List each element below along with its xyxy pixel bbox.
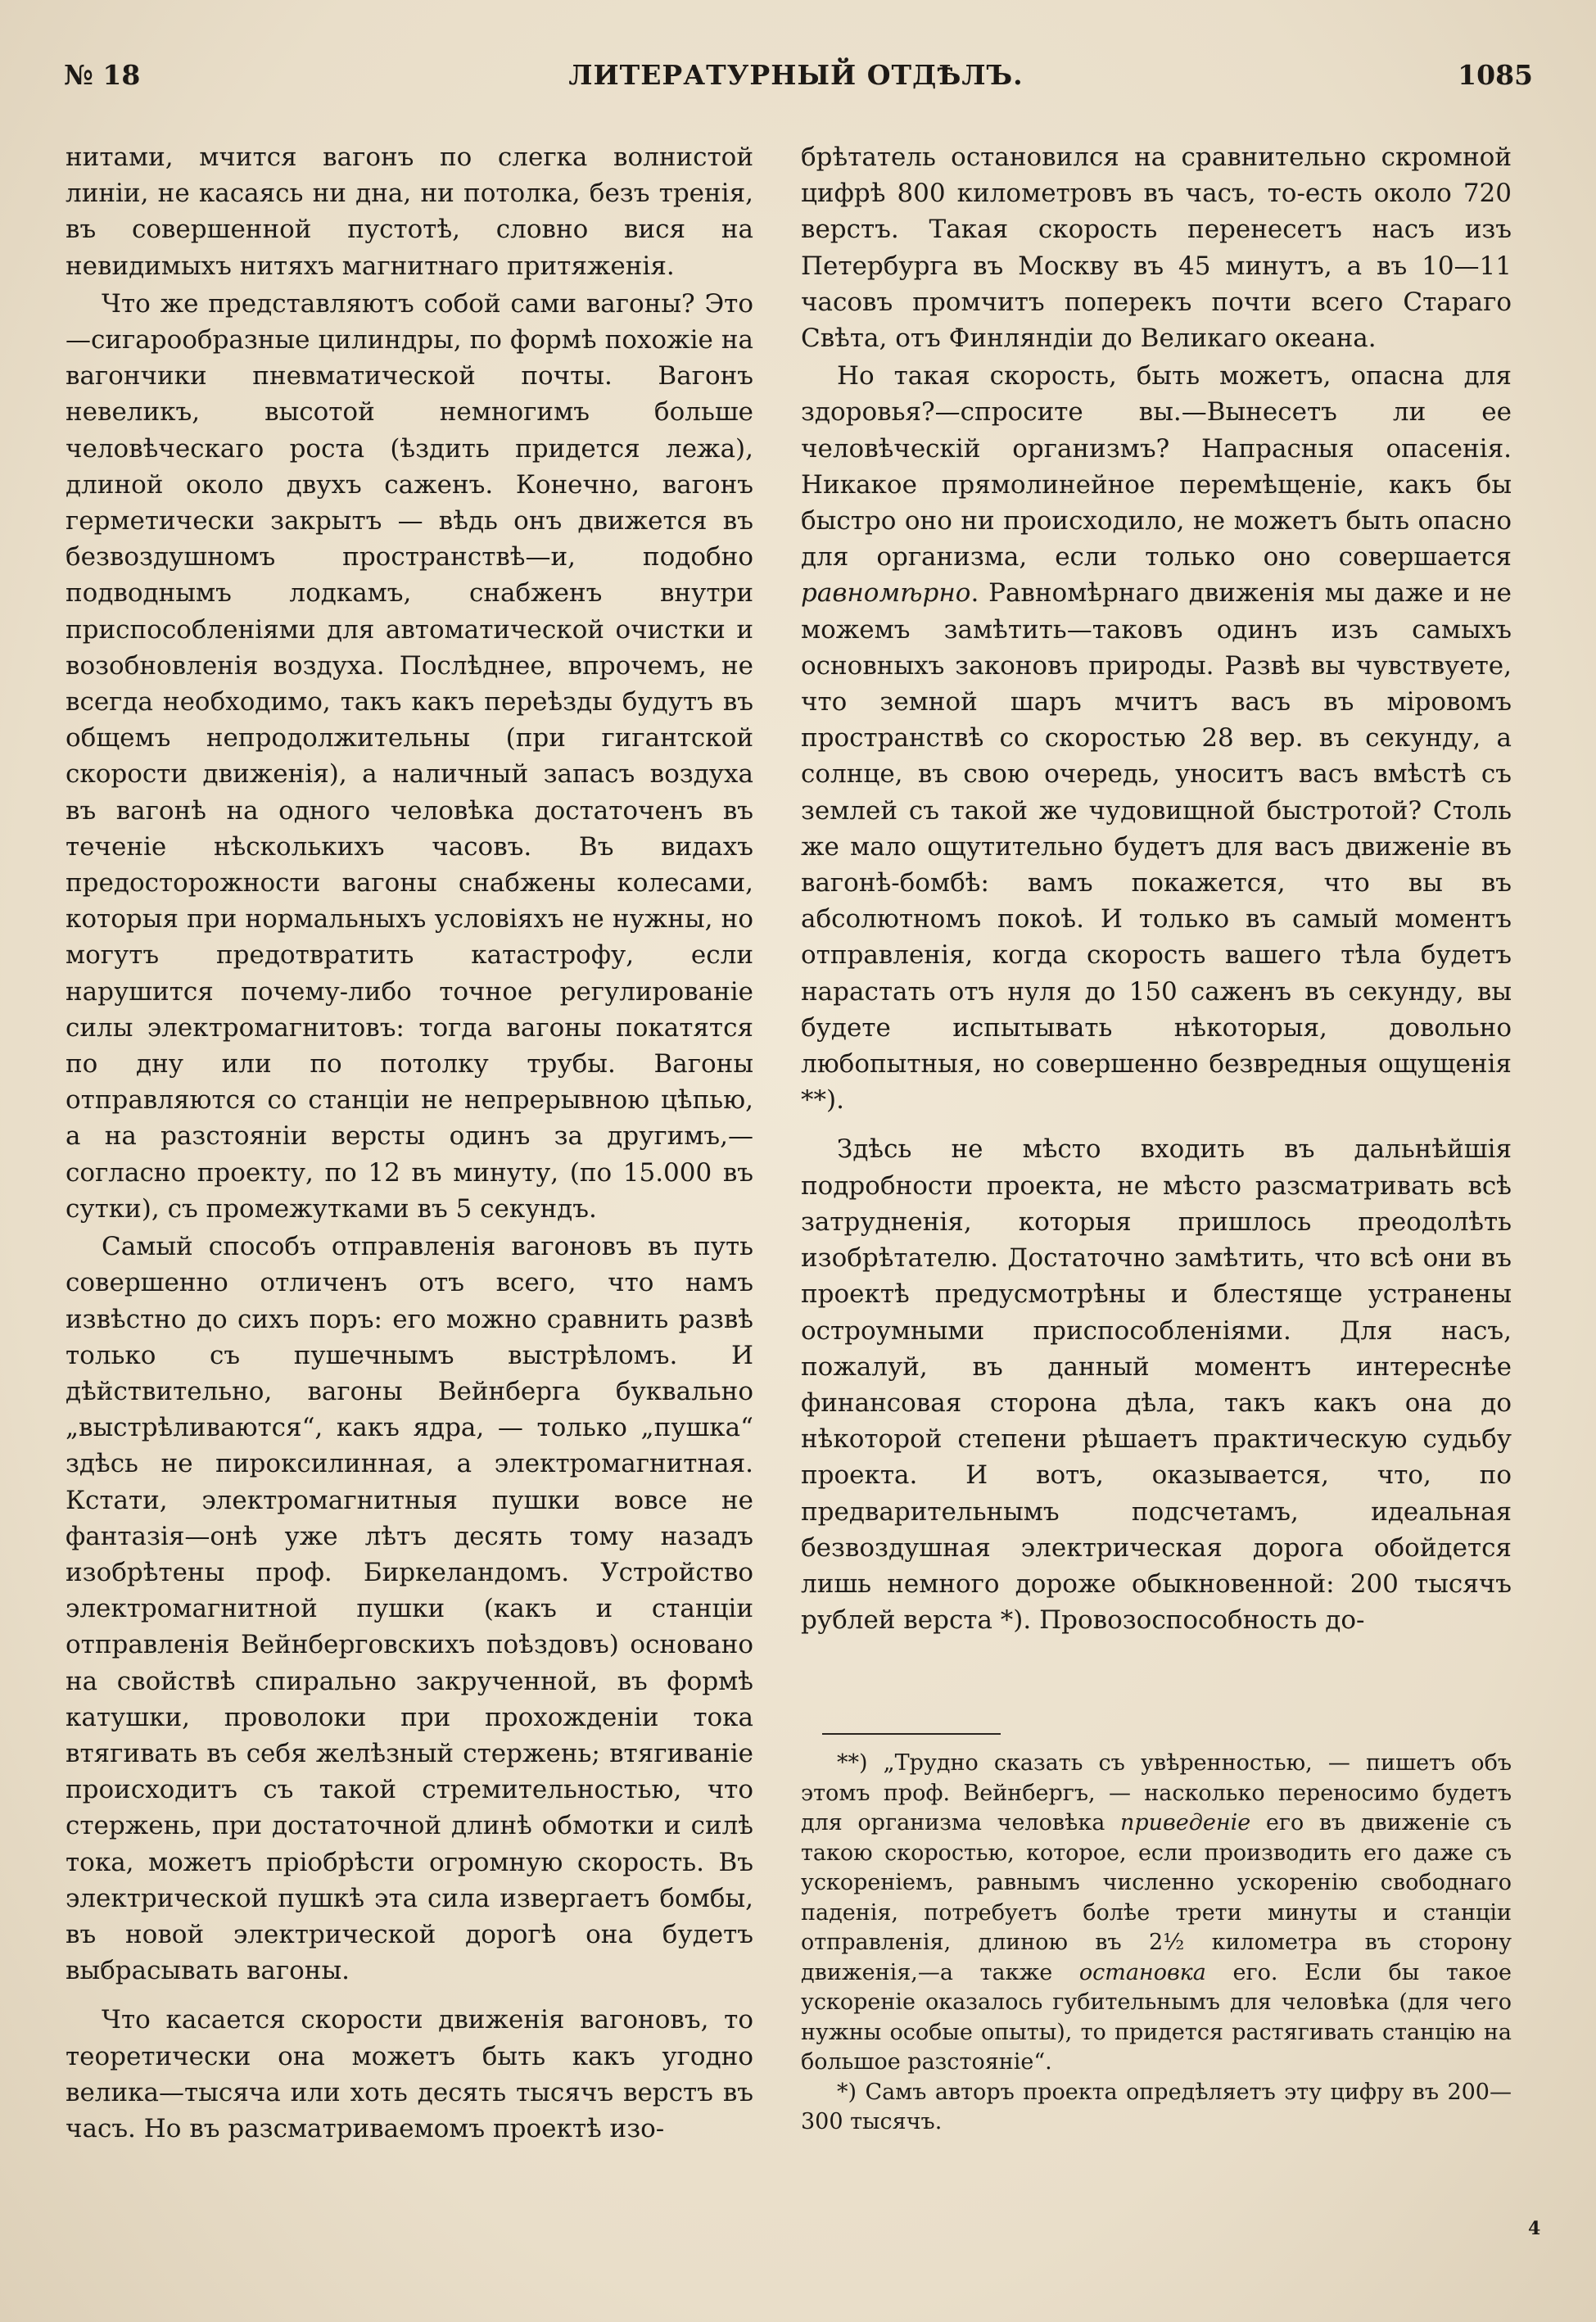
footnote-text: **) „Трудно сказать съ увѣренностью, — пишетъ объ этомъ проф. Вейнбергъ, — насколько переносимо будетъ для организма человѣка bbox=[801, 1750, 1512, 1835]
paragraph: брѣтатель остановился на сравнительно скромной цифрѣ 800 километровъ въ часъ, то-есть около 720 верстъ. Такая скорость перенесетъ насъ изъ Петербурга въ Москву въ 45 минутъ, а въ 10—11 часовъ промчитъ поперекъ почти всего Стараго Свѣта, отъ Финляндіи до Великаго океана. bbox=[801, 143, 1512, 354]
emphasis-text: остановка bbox=[1078, 1959, 1206, 1985]
right-column bbox=[801, 139, 1512, 1638]
footnote: *) Самъ авторъ проекта опредѣляетъ эту цифру въ 200—300 тысячъ. bbox=[801, 2079, 1512, 2134]
paragraph: Здѣсь не мѣсто входить въ дальнѣйшія подробности проекта, не мѣсто разсматривать всѣ затрудненія, которыя пришлось преодолѣть изобрѣтателю. Достаточно замѣтить, что всѣ они въ проектѣ предусмотрѣны и блестяще устранены остроумными приспособленіями. Для насъ, пожалуй, въ данный моментъ интереснѣе финансовая сторона дѣла, такъ какъ она до нѣкоторой степени рѣшаетъ практическую судьбу проекта. И вотъ, оказывается, что, по предварительнымъ подсчетамъ, идеальная безвоздушная электрическая дорога обойдется лишь немного дороже обыкновенной: 200 тысячъ рублей верста *). Провозоспособность до- bbox=[801, 1134, 1512, 1636]
paragraph: нитами, мчится вагонъ по слегка волнистой линіи, не касаясь ни дна, ни потолка, безъ тренія, въ совершенной пустотѣ, словно вися на невидимыхъ нитяхъ магнитнаго притяженія. bbox=[66, 143, 753, 281]
paragraph: Самый способъ отправленія вагоновъ въ путь совершенно отличенъ отъ всего, что намъ извѣстно до сихъ поръ: его можно сравнить развѣ только съ пушечнымъ выстрѣломъ. И дѣйствительно, вагоны Вейнберга буквально „выстрѣливаются“, какъ ядра, — только „пушка“ здѣсь не пироксилинная, а электромагнитная. Кстати, электромагнитныя пушки вовсе не фантазія—онѣ уже лѣтъ десять тому назадъ изобрѣтены проф. Биркеландомъ. Устройство электромагнитной пушки (какъ и станціи отправленія Вейнберговскихъ поѣздовъ) основано на свойствѣ спирально закрученной, въ формѣ катушки, проволоки при прохожденіи тока втягивать въ себя желѣзный стержень; втягиваніе происходитъ съ такой стремительностью, что стержень, при достаточной длинѣ обмотки и силѣ тока, можетъ пріобрѣсти огромную скорость. Въ электрической пушкѣ эта сила извергаетъ бомбы, въ новой электрической дорогѣ она будетъ выбрасывать вагоны. bbox=[66, 1232, 753, 1986]
paragraph-text: . Равномѣрнаго движенія мы даже и не можемъ замѣтить—таковъ одинъ изъ самыхъ основныхъ законовъ природы. Развѣ вы чувствуете, что земной шаръ мчитъ васъ въ міровомъ пространствѣ со скоростью 28 вер. въ секунду, а солнце, въ свою очередь, уноситъ васъ вмѣстѣ съ землей съ такой же чудовищной быстротой? Столь же мало ощутительно будетъ для васъ движеніе въ вагонѣ-бомбѣ: вамъ покажется, что вы въ абсолютномъ покоѣ. И только въ самый моментъ отправленія, когда скорость вашего тѣла будетъ нарастать отъ нуля до 150 саженъ въ секунду, вы будете испытывать нѣкоторыя, довольно любопытныя, но совершенно безвредныя ощущенія **). bbox=[801, 578, 1512, 1116]
footnote bbox=[801, 1749, 1512, 2078]
footnote-text: его въ движеніе съ такою скоростью, которое, если производить его даже съ ускореніемъ, равнымъ численно ускоренію свободнаго паденія, потребуетъ болѣе трети минуты и станціи отправленія, длиною въ 2½ километра въ сторону движенія,—а также bbox=[801, 1810, 1512, 1985]
footnote-divider bbox=[822, 1733, 1001, 1735]
footnotes bbox=[801, 1749, 1512, 2138]
paragraph bbox=[801, 358, 1512, 1118]
issue-number: № 18 bbox=[64, 59, 141, 91]
footnote-text: его. Если бы такое ускореніе оказалось губительнымъ для человѣка (для чего нужны особые опыты), то придется растягивать станцію на большое разстояніе“. bbox=[801, 1959, 1512, 2075]
paragraph: Что же представляютъ собой сами вагоны? Это—сигарообразные цилиндры, по формѣ похожіе на вагончики пневматической почты. Вагонъ невеликъ, высотой немногимъ больше человѣческаго роста (ѣздить придется лежа), длиной около двухъ саженъ. Конечно, вагонъ герметически закрытъ — вѣдь онъ движется въ безвоздушномъ пространствѣ—и, подобно подводнымъ лодкамъ, снабженъ внутри приспособленіями для автоматической очистки и возобновленія воздуха. Послѣднее, впрочемъ, не всегда необходимо, такъ какъ переѣзды будутъ въ общемъ непродолжительны (при гигантской скорости движенія), а наличный запасъ воздуха въ вагонѣ на одного человѣка достаточенъ въ теченіе нѣсколькихъ часовъ. Въ видахъ предосторожности вагоны снабжены колесами, которыя при нормальныхъ условіяхъ не нужны, но могутъ предотвратить катастрофу, если нарушится почему-либо точное регулированіе силы электромагнитовъ: тогда вагоны покатятся по дну или по потолку трубы. Вагоны отправляются со станціи не непрерывною цѣпью, а на разстояніи версты одинъ за другимъ,—согласно проекту, по 12 въ минуту, (по 15.000 въ сутки), съ промежутками въ 5 секундъ. bbox=[66, 288, 753, 1224]
emphasis-text: равномѣрно bbox=[801, 578, 971, 609]
paragraph-text: Но такая скорость, быть можетъ, опасна для здоровья?—спросите вы.—Вынесетъ ли ее человѣческій организмъ? Напрасныя опасенія. Никакое прямолинейное перемѣщеніе, какъ бы быстро оно ни происходило, не можетъ быть опасно для организма, если только оно совершается bbox=[801, 361, 1512, 573]
running-header bbox=[59, 51, 1533, 108]
paragraph: Что касается скорости движенія вагоновъ, то теоретически она можетъ быть какъ угодно велика—тысяча или хоть десять тысячъ верстъ въ часъ. Но въ разсматриваемомъ проектѣ изо- bbox=[66, 2005, 753, 2143]
signature-mark: 4 bbox=[1528, 2218, 1541, 2239]
left-column bbox=[66, 139, 753, 2147]
emphasis-text: приведеніе bbox=[1119, 1810, 1251, 1835]
page-number: 1085 bbox=[1458, 59, 1533, 91]
section-title: ЛИТЕРАТУРНЫЙ ОТДѢЛЪ. bbox=[568, 59, 1024, 91]
